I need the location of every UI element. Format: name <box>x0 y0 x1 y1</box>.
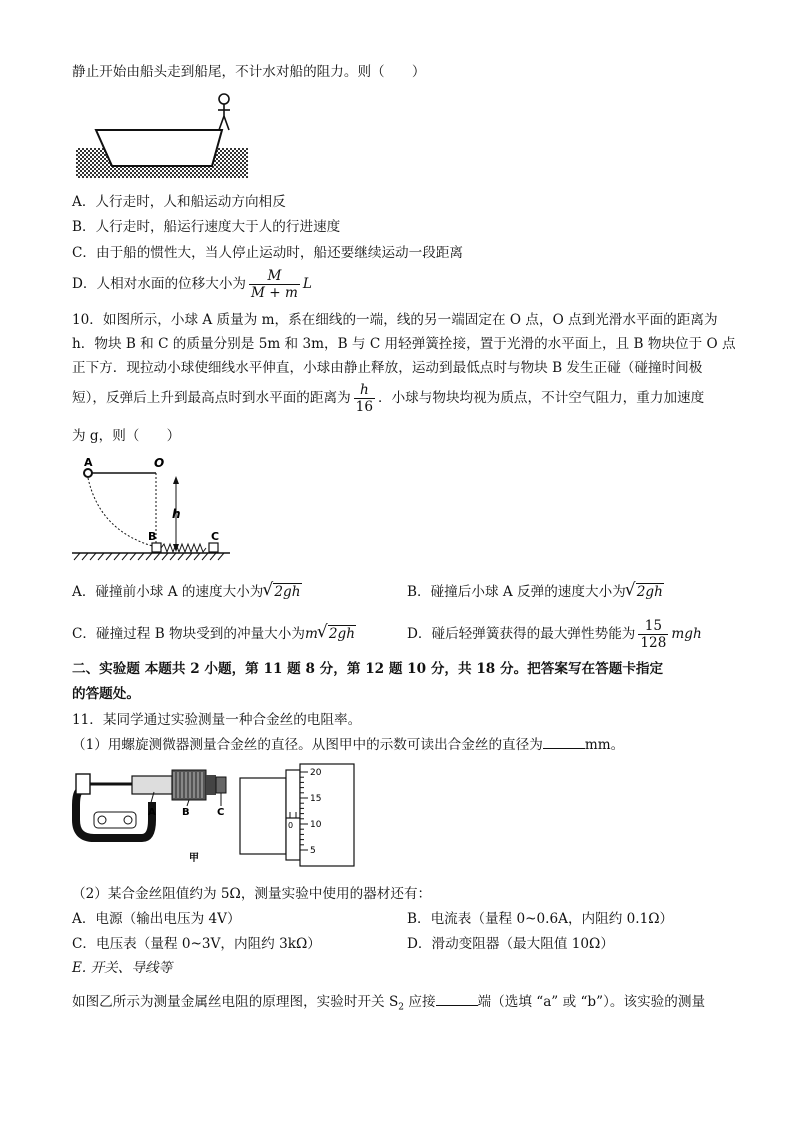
q9-stem-tail: 静止开始由船头走到船尾，不计水对船的阻力。则（ ） <box>72 64 426 80</box>
q11-micrometer-figure <box>72 760 364 870</box>
spring <box>161 544 206 552</box>
section-heading-line1: 二、实验题 本题共 2 小题，第 11 题 8 分，第 12 题 10 分，共 18 分。把答案写在答题卡指定 <box>72 661 664 677</box>
label-o: O <box>154 456 165 470</box>
ground-hatch <box>74 553 224 560</box>
q10-option-a: A．碰撞前小球 A 的速度大小为√ 2gh <box>72 582 302 602</box>
q11-stem: 11．某同学通过实验测量一种合金丝的电阻率。 <box>72 712 362 728</box>
block-c <box>209 543 218 552</box>
scale-tick-20: 20 <box>310 768 322 778</box>
label-part-b: B <box>182 807 190 818</box>
q11-option-c: C．电压表（量程 0~3V，内阻约 3kΩ） <box>72 936 321 952</box>
label-jia: 甲 <box>189 853 199 864</box>
section-heading-line2: 的答题处。 <box>72 686 140 702</box>
label-c: C <box>211 530 220 543</box>
ball-a <box>84 469 92 477</box>
q9-boat-figure <box>72 90 252 180</box>
swing-path <box>88 478 156 547</box>
label-part-c: C <box>217 807 225 818</box>
q10-option-b: B．碰撞后小球 A 反弹的速度大小为√ 2gh <box>407 582 664 602</box>
q11-option-d: D．滑动变阻器（最大阻值 10Ω） <box>407 936 614 952</box>
label-part-a: A <box>148 807 156 818</box>
q11-circuit-text: 如图乙所示为测量金属丝电阻的原理图，实验时开关 $S_2$ 应接 端（选填 “a” 或 “b”）。该实验的测量 <box>72 991 705 1018</box>
answer-blank-switch[interactable] <box>436 991 478 1006</box>
q11-option-e: E. 开关、导线等 <box>72 960 173 976</box>
label-h: h <box>172 507 181 521</box>
q10-line4: 短），反弹后上升到最高点时到水平面的距离为 $\frac{h}{16}$ ．小球与物块均视为质点，不计空气阻力，重力加速度 <box>72 382 705 415</box>
q9-option-b: B．人行走时，船运行速度大于人的行进速度 <box>72 219 341 235</box>
q9-option-c: C．由于船的惯性大，当人停止运动时，船还要继续运动一段距离 <box>72 245 464 261</box>
label-a: A <box>84 456 93 469</box>
q11-option-b: B．电流表（量程 0~0.6A，内阻约 0.1Ω） <box>407 911 674 927</box>
q11-option-a: A．电源（输出电压为 4V） <box>72 911 241 927</box>
main-scale-zero: 0 <box>288 821 294 830</box>
boat <box>96 130 222 166</box>
person-icon <box>218 94 230 130</box>
scale-tick-10: 10 <box>310 820 322 830</box>
micrometer-scale-readout <box>240 764 354 866</box>
answer-blank-diameter[interactable] <box>543 734 585 749</box>
q10-option-c: C．碰撞过程 B 物块受到的冲量大小为m√ 2gh <box>72 624 356 644</box>
q10-line1: 10．如图所示，小球 A 质量为 m，系在细线的一端，线的另一端固定在 O 点，O 点到光滑水平面的距离为 <box>72 312 718 328</box>
micrometer-frame <box>76 770 226 838</box>
q10-option-d: D．碰后轻弹簧获得的最大弹性势能为 $\frac{15}{128}$ mgh <box>407 618 702 651</box>
q9-option-a: A．人行走时，人和船运动方向相反 <box>72 194 286 210</box>
q9-option-d: D．人相对水面的位移大小为 $\frac{M}{M + m}$ L <box>72 268 312 301</box>
q10-pendulum-figure <box>72 452 232 564</box>
q11-part1: （1）用螺旋测微器测量合金丝的直径。从图甲中的示数可读出合金丝的直径为 mm。 <box>72 734 624 755</box>
label-b: B <box>148 530 157 543</box>
scale-tick-15: 15 <box>310 794 322 804</box>
scale-tick-5: 5 <box>310 846 316 856</box>
q10-line2: h．物块 B 和 C 的质量分别是 5m 和 3m，B 与 C 用轻弹簧拴接，置于光滑的水平面上，且 B 物块位于 O 点 <box>72 336 736 352</box>
q11-part2: （2）某合金丝阻值约为 5Ω，测量实验中使用的器材还有： <box>72 886 432 902</box>
q10-line3: 正下方．现拉动小球使细线水平伸直，小球由静止释放，运动到最低点时与物块 B 发生正碰（碰撞时间极 <box>72 360 703 376</box>
block-b <box>152 543 161 552</box>
q10-line5: 为 g，则（ ） <box>72 428 181 444</box>
